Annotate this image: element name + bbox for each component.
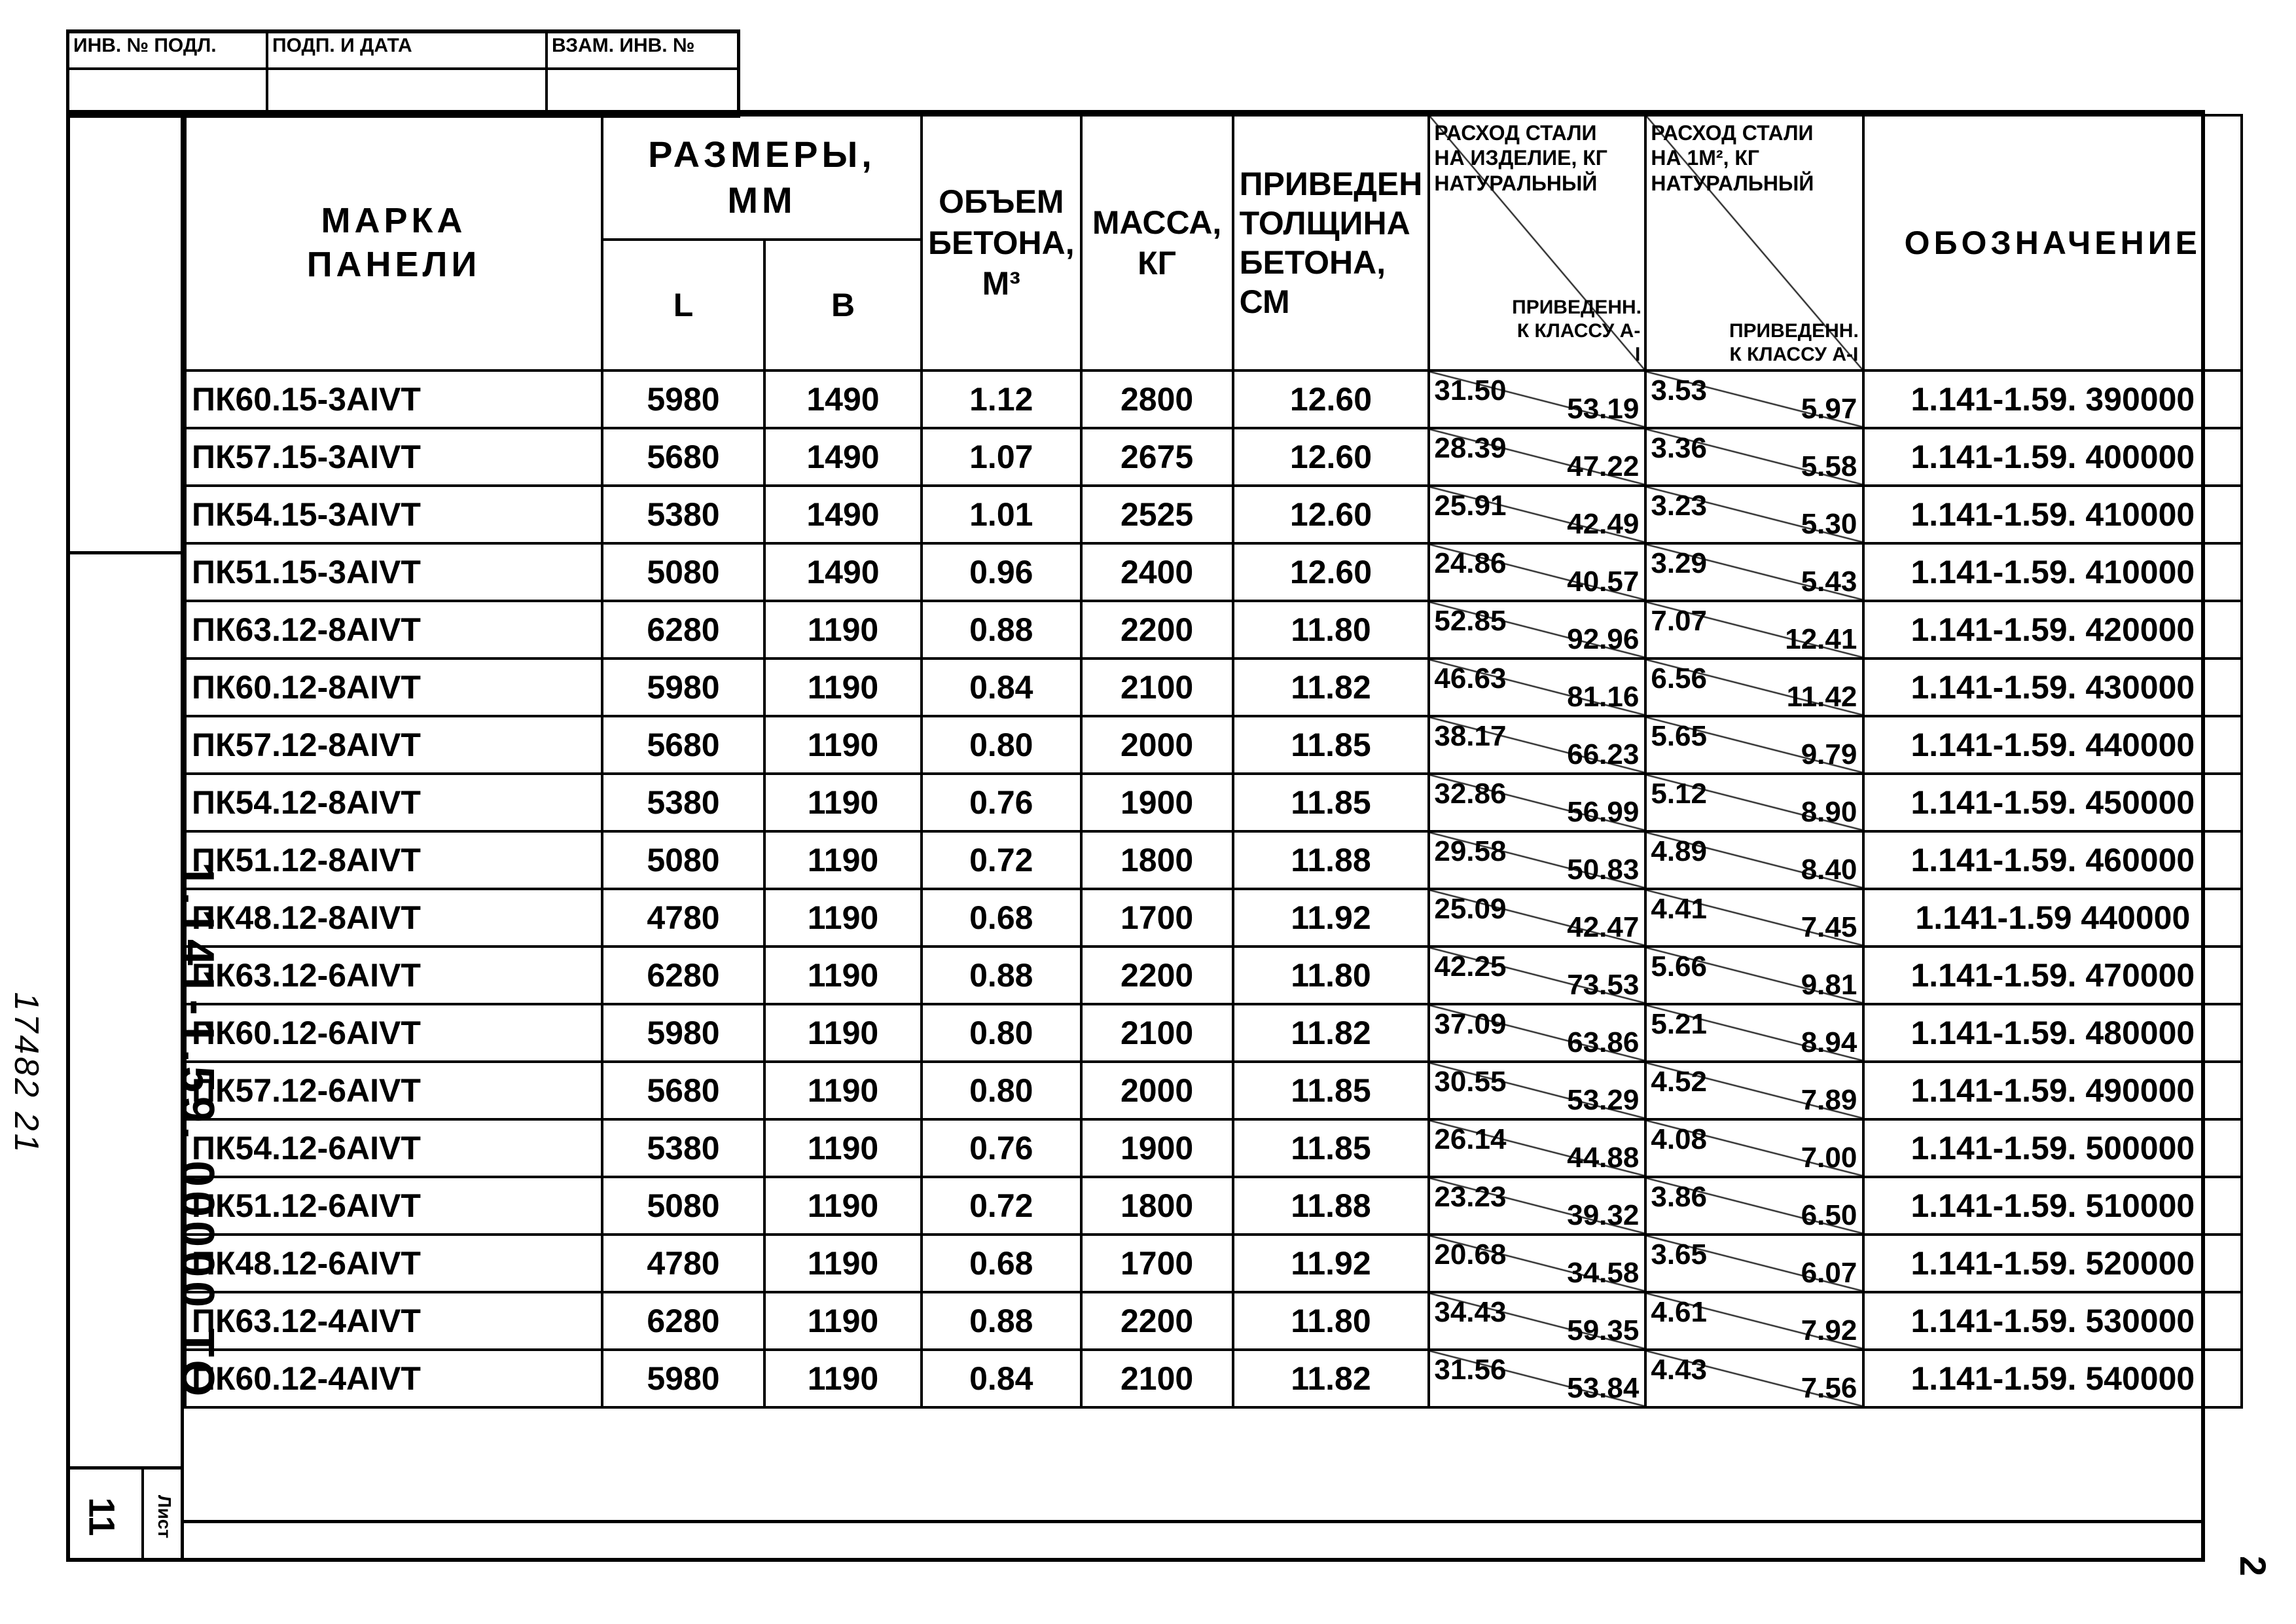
steel-per-item-reduced: 59.35 <box>1567 1314 1640 1346</box>
steel-per-m2-natural: 6.56 <box>1651 662 1707 695</box>
steel-per-item <box>1429 1119 1645 1177</box>
steel-per-item-natural: 46.63 <box>1434 662 1507 695</box>
length-mm: 5680 <box>602 716 764 774</box>
designation: 1.141-1.59. 400000 <box>1863 428 2242 486</box>
steel-per-m2-natural: 3.36 <box>1651 432 1707 464</box>
length-mm: 5080 <box>602 831 764 889</box>
table-row <box>185 659 2242 716</box>
steel-per-item-reduced: 53.84 <box>1567 1372 1640 1404</box>
steel-per-item-reduced: 42.47 <box>1567 911 1640 943</box>
width-mm: 1190 <box>764 1004 922 1062</box>
steel-per-m2 <box>1645 947 1863 1004</box>
steel-per-item-reduced: 53.19 <box>1567 393 1640 425</box>
stamp-cell-signature-date <box>268 70 548 115</box>
steel-per-m2 <box>1645 601 1863 659</box>
concrete-volume: 0.80 <box>922 1062 1081 1119</box>
header-steel-per-item-reduced: ПРИВЕДЕНН. К КЛАССУ А-I <box>1512 297 1642 365</box>
panel-mark: ПК60.12-6АIVТ <box>185 1004 602 1062</box>
steel-per-m2 <box>1645 486 1863 543</box>
steel-per-item-natural: 29.58 <box>1434 835 1507 867</box>
mass-kg: 1800 <box>1081 1177 1233 1235</box>
stamp-cell-replacement-inv <box>548 70 737 115</box>
steel-per-m2 <box>1645 1177 1863 1235</box>
left-strip-divider <box>66 551 184 554</box>
length-mm: 5980 <box>602 1004 764 1062</box>
steel-per-m2-reduced: 8.94 <box>1801 1026 1857 1058</box>
page-number: 2 <box>2232 1555 2274 1577</box>
steel-per-m2-reduced: 7.45 <box>1801 911 1857 943</box>
steel-per-m2-reduced: 9.79 <box>1801 738 1857 770</box>
concrete-volume: 1.01 <box>922 486 1081 543</box>
designation: 1.141-1.59 440000 <box>1863 889 2242 947</box>
designation: 1.141-1.59. 430000 <box>1863 659 2242 716</box>
steel-per-m2-natural: 5.21 <box>1651 1008 1707 1040</box>
concrete-volume: 0.76 <box>922 774 1081 831</box>
concrete-volume: 0.84 <box>922 1350 1081 1407</box>
length-mm: 5980 <box>602 659 764 716</box>
reduced-thickness: 11.80 <box>1233 1292 1429 1350</box>
steel-per-m2 <box>1645 831 1863 889</box>
steel-per-m2-natural: 5.65 <box>1651 720 1707 752</box>
steel-per-m2-natural: 3.86 <box>1651 1181 1707 1213</box>
steel-per-m2 <box>1645 774 1863 831</box>
table-row <box>185 1062 2242 1119</box>
length-mm: 5980 <box>602 370 764 428</box>
mass-kg: 1700 <box>1081 1235 1233 1292</box>
concrete-volume: 1.12 <box>922 370 1081 428</box>
steel-per-m2 <box>1645 889 1863 947</box>
steel-per-m2-natural: 4.89 <box>1651 835 1707 867</box>
designation: 1.141-1.59. 510000 <box>1863 1177 2242 1235</box>
reduced-thickness: 11.85 <box>1233 1119 1429 1177</box>
steel-per-m2-reduced: 5.30 <box>1801 508 1857 540</box>
header-mass: МАССА, КГ <box>1081 115 1233 370</box>
mass-kg: 2100 <box>1081 659 1233 716</box>
panel-mark: ПК57.15-3АIVТ <box>185 428 602 486</box>
steel-per-m2 <box>1645 1062 1863 1119</box>
designation: 1.141-1.59. 460000 <box>1863 831 2242 889</box>
mass-kg: 1900 <box>1081 1119 1233 1177</box>
panel-mark: ПК63.12-4АIVТ <box>185 1292 602 1350</box>
designation: 1.141-1.59. 420000 <box>1863 601 2242 659</box>
header-mark: МАРКА ПАНЕЛИ <box>185 115 602 370</box>
steel-per-item <box>1429 1177 1645 1235</box>
table-row <box>185 1350 2242 1407</box>
table-row <box>185 716 2242 774</box>
mass-kg: 2200 <box>1081 601 1233 659</box>
reduced-thickness: 11.80 <box>1233 601 1429 659</box>
length-mm: 5080 <box>602 1177 764 1235</box>
steel-per-m2-reduced: 9.81 <box>1801 969 1857 1001</box>
left-title-strip <box>66 110 223 1562</box>
steel-per-m2 <box>1645 1004 1863 1062</box>
concrete-volume: 0.84 <box>922 659 1081 716</box>
steel-per-m2-reduced: 5.97 <box>1801 393 1857 425</box>
width-mm: 1190 <box>764 1119 922 1177</box>
table-row <box>185 947 2242 1004</box>
concrete-volume: 0.80 <box>922 1004 1081 1062</box>
steel-per-m2-natural: 4.61 <box>1651 1296 1707 1328</box>
mass-kg: 2525 <box>1081 486 1233 543</box>
length-mm: 5980 <box>602 1350 764 1407</box>
steel-per-m2 <box>1645 659 1863 716</box>
header-steel-per-m2-title: РАСХОД СТАЛИ НА 1М², КГ <box>1651 121 1814 170</box>
mass-kg: 2200 <box>1081 947 1233 1004</box>
steel-per-m2-reduced: 6.07 <box>1801 1257 1857 1289</box>
reduced-thickness: 11.92 <box>1233 1235 1429 1292</box>
reduced-thickness: 11.82 <box>1233 1004 1429 1062</box>
header-thickness: ПРИВЕДЕН ТОЛЩИНА БЕТОНА, СМ <box>1233 115 1429 370</box>
panel-mark: ПК57.12-6АIVТ <box>185 1062 602 1119</box>
mass-kg: 1700 <box>1081 889 1233 947</box>
concrete-volume: 0.88 <box>922 601 1081 659</box>
table-row <box>185 1119 2242 1177</box>
length-mm: 6280 <box>602 601 764 659</box>
concrete-volume: 1.07 <box>922 428 1081 486</box>
steel-per-m2-natural: 7.07 <box>1651 605 1707 637</box>
steel-per-item-natural: 23.23 <box>1434 1181 1507 1213</box>
length-mm: 5380 <box>602 774 764 831</box>
steel-per-item <box>1429 428 1645 486</box>
mass-kg: 2800 <box>1081 370 1233 428</box>
table-row <box>185 1292 2242 1350</box>
steel-per-item-reduced: 81.16 <box>1567 681 1640 713</box>
handwritten-note: 17482 21 <box>7 992 45 1155</box>
steel-per-m2-reduced: 11.42 <box>1786 681 1857 713</box>
designation: 1.141-1.59. 390000 <box>1863 370 2242 428</box>
designation: 1.141-1.59. 470000 <box>1863 947 2242 1004</box>
steel-per-m2-reduced: 5.58 <box>1801 450 1857 482</box>
table-row <box>185 1177 2242 1235</box>
steel-per-item <box>1429 659 1645 716</box>
mass-kg: 2000 <box>1081 716 1233 774</box>
length-mm: 4780 <box>602 889 764 947</box>
steel-per-m2-reduced: 8.90 <box>1801 796 1857 828</box>
reduced-thickness: 11.92 <box>1233 889 1429 947</box>
concrete-volume: 0.68 <box>922 1235 1081 1292</box>
steel-per-m2-reduced: 7.56 <box>1801 1372 1857 1404</box>
mass-kg: 2200 <box>1081 1292 1233 1350</box>
steel-per-item-reduced: 42.49 <box>1567 508 1640 540</box>
reduced-thickness: 12.60 <box>1233 486 1429 543</box>
width-mm: 1490 <box>764 428 922 486</box>
steel-per-m2-natural: 3.29 <box>1651 547 1707 579</box>
concrete-volume: 0.68 <box>922 889 1081 947</box>
concrete-volume: 0.72 <box>922 831 1081 889</box>
steel-per-m2-natural: 3.65 <box>1651 1238 1707 1271</box>
table-row <box>185 831 2242 889</box>
length-mm: 5380 <box>602 1119 764 1177</box>
steel-per-m2 <box>1645 1119 1863 1177</box>
mass-kg: 2000 <box>1081 1062 1233 1119</box>
designation: 1.141-1.59. 490000 <box>1863 1062 2242 1119</box>
steel-per-m2 <box>1645 428 1863 486</box>
table-row <box>185 370 2242 428</box>
header-steel-per-item <box>1429 115 1645 370</box>
concrete-volume: 0.88 <box>922 947 1081 1004</box>
mass-kg: 2100 <box>1081 1004 1233 1062</box>
steel-per-item-reduced: 47.22 <box>1567 450 1640 482</box>
table-body <box>185 370 2242 1407</box>
steel-per-item-reduced: 56.99 <box>1567 796 1640 828</box>
steel-per-item-natural: 26.14 <box>1434 1123 1507 1155</box>
steel-per-m2-natural: 4.52 <box>1651 1066 1707 1098</box>
steel-per-item-natural: 52.85 <box>1434 605 1507 637</box>
steel-per-m2-natural: 5.12 <box>1651 778 1707 810</box>
panel-mark: ПК51.12-6АIVТ <box>185 1177 602 1235</box>
steel-per-m2 <box>1645 370 1863 428</box>
length-mm: 6280 <box>602 947 764 1004</box>
steel-per-item <box>1429 831 1645 889</box>
steel-per-m2 <box>1645 1350 1863 1407</box>
header-length: L <box>602 240 764 370</box>
steel-per-m2-reduced: 7.00 <box>1801 1142 1857 1174</box>
steel-per-item <box>1429 947 1645 1004</box>
steel-per-m2-natural: 4.08 <box>1651 1123 1707 1155</box>
panel-spec-table <box>184 114 2243 1409</box>
steel-per-item-reduced: 40.57 <box>1567 566 1640 598</box>
reduced-thickness: 11.85 <box>1233 774 1429 831</box>
steel-per-item-natural: 31.50 <box>1434 374 1507 406</box>
table-row <box>185 543 2242 601</box>
header-steel-per-item-natural: НАТУРАЛЬНЫЙ <box>1434 171 1598 195</box>
panel-mark: ПК63.12-6АIVТ <box>185 947 602 1004</box>
steel-per-m2-reduced: 8.40 <box>1801 854 1857 886</box>
steel-per-item-natural: 37.09 <box>1434 1008 1507 1040</box>
steel-per-item-reduced: 66.23 <box>1567 738 1640 770</box>
width-mm: 1190 <box>764 831 922 889</box>
length-mm: 5380 <box>602 486 764 543</box>
panel-mark: ПК60.12-4АIVТ <box>185 1350 602 1407</box>
concrete-volume: 0.96 <box>922 543 1081 601</box>
width-mm: 1190 <box>764 601 922 659</box>
panel-mark: ПК57.12-8АIVТ <box>185 716 602 774</box>
steel-per-item-reduced: 39.32 <box>1567 1199 1640 1231</box>
steel-per-item-natural: 30.55 <box>1434 1066 1507 1098</box>
document-code: 1.141-1.59. 00000 ТО <box>171 861 223 1401</box>
width-mm: 1190 <box>764 716 922 774</box>
steel-per-item-natural: 24.86 <box>1434 547 1507 579</box>
steel-per-item <box>1429 1350 1645 1407</box>
reduced-thickness: 11.85 <box>1233 716 1429 774</box>
table-bottom-line <box>184 1520 2205 1523</box>
steel-per-item-reduced: 34.58 <box>1567 1257 1640 1289</box>
panel-mark: ПК60.15-3АIVТ <box>185 370 602 428</box>
steel-per-m2-natural: 5.66 <box>1651 950 1707 983</box>
steel-per-item-natural: 28.39 <box>1434 432 1507 464</box>
steel-per-m2 <box>1645 543 1863 601</box>
steel-per-item-natural: 32.86 <box>1434 778 1507 810</box>
concrete-volume: 0.88 <box>922 1292 1081 1350</box>
steel-per-m2-reduced: 6.50 <box>1801 1199 1857 1231</box>
steel-per-m2-natural: 3.23 <box>1651 490 1707 522</box>
reduced-thickness: 11.80 <box>1233 947 1429 1004</box>
steel-per-item-reduced: 92.96 <box>1567 623 1640 655</box>
steel-per-m2-reduced: 7.89 <box>1801 1084 1857 1116</box>
length-mm: 6280 <box>602 1292 764 1350</box>
header-width: В <box>764 240 922 370</box>
reduced-thickness: 11.88 <box>1233 831 1429 889</box>
mass-kg: 1800 <box>1081 831 1233 889</box>
steel-per-item-reduced: 50.83 <box>1567 854 1640 886</box>
steel-per-m2 <box>1645 1292 1863 1350</box>
steel-per-item <box>1429 543 1645 601</box>
panel-mark: ПК48.12-6АIVТ <box>185 1235 602 1292</box>
steel-per-item <box>1429 370 1645 428</box>
length-mm: 5080 <box>602 543 764 601</box>
mass-kg: 2675 <box>1081 428 1233 486</box>
steel-per-item <box>1429 601 1645 659</box>
width-mm: 1190 <box>764 1350 922 1407</box>
steel-per-item-natural: 20.68 <box>1434 1238 1507 1271</box>
designation: 1.141-1.59. 500000 <box>1863 1119 2242 1177</box>
designation: 1.141-1.59. 480000 <box>1863 1004 2242 1062</box>
length-mm: 4780 <box>602 1235 764 1292</box>
reduced-thickness: 12.60 <box>1233 370 1429 428</box>
steel-per-item-natural: 31.56 <box>1434 1354 1507 1386</box>
steel-per-item-natural: 25.09 <box>1434 893 1507 925</box>
table-row <box>185 1235 2242 1292</box>
header-steel-per-m2-natural: НАТУРАЛЬНЫЙ <box>1651 171 1814 195</box>
steel-per-item-reduced: 63.86 <box>1567 1026 1640 1058</box>
length-mm: 5680 <box>602 428 764 486</box>
header-sizes: РАЗМЕРЫ, ММ <box>602 115 922 240</box>
designation: 1.141-1.59. 410000 <box>1863 543 2242 601</box>
table-row <box>185 601 2242 659</box>
reduced-thickness: 11.85 <box>1233 1062 1429 1119</box>
width-mm: 1190 <box>764 889 922 947</box>
designation: 1.141-1.59. 450000 <box>1863 774 2242 831</box>
sheet-box-divider <box>141 1470 144 1562</box>
table-row <box>185 889 2242 947</box>
steel-per-m2 <box>1645 716 1863 774</box>
steel-per-item <box>1429 1004 1645 1062</box>
sheet-label: Лист <box>154 1494 175 1539</box>
stamp-header-inv-no: ИНВ. № ПОДЛ. <box>69 33 268 70</box>
stamp-header-signature-date: ПОДП. И ДАТА <box>268 33 548 70</box>
steel-per-m2 <box>1645 1235 1863 1292</box>
header-steel-per-item-title: РАСХОД СТАЛИ НА ИЗДЕЛИЕ, КГ <box>1434 121 1607 170</box>
panel-mark: ПК54.12-8АIVТ <box>185 774 602 831</box>
table-row <box>185 1004 2242 1062</box>
sheet-number: 11 <box>81 1497 123 1536</box>
length-mm: 5680 <box>602 1062 764 1119</box>
reduced-thickness: 12.60 <box>1233 428 1429 486</box>
concrete-volume: 0.72 <box>922 1177 1081 1235</box>
steel-per-m2-reduced: 5.43 <box>1801 566 1857 598</box>
designation: 1.141-1.59. 410000 <box>1863 486 2242 543</box>
steel-per-item-natural: 25.91 <box>1434 490 1507 522</box>
panel-mark: ПК54.12-6АIVТ <box>185 1119 602 1177</box>
header-steel-per-m2 <box>1645 115 1863 370</box>
table-row <box>185 428 2242 486</box>
approval-stamp <box>66 29 740 118</box>
mass-kg: 1900 <box>1081 774 1233 831</box>
steel-per-item-reduced: 44.88 <box>1567 1142 1640 1174</box>
steel-per-m2-natural: 3.53 <box>1651 374 1707 406</box>
concrete-volume: 0.80 <box>922 716 1081 774</box>
steel-per-item-reduced: 73.53 <box>1567 969 1640 1001</box>
width-mm: 1490 <box>764 370 922 428</box>
mass-kg: 2400 <box>1081 543 1233 601</box>
width-mm: 1190 <box>764 659 922 716</box>
width-mm: 1190 <box>764 947 922 1004</box>
steel-per-item <box>1429 716 1645 774</box>
width-mm: 1190 <box>764 1062 922 1119</box>
width-mm: 1190 <box>764 1292 922 1350</box>
steel-per-item-natural: 42.25 <box>1434 950 1507 983</box>
steel-per-m2-reduced: 7.92 <box>1801 1314 1857 1346</box>
stamp-header-replacement-inv: ВЗАМ. ИНВ. № <box>548 33 737 70</box>
panel-mark: ПК54.15-3АIVТ <box>185 486 602 543</box>
width-mm: 1190 <box>764 1177 922 1235</box>
width-mm: 1190 <box>764 774 922 831</box>
steel-per-item <box>1429 774 1645 831</box>
designation: 1.141-1.59. 440000 <box>1863 716 2242 774</box>
steel-per-m2-natural: 4.43 <box>1651 1354 1707 1386</box>
steel-per-item-natural: 34.43 <box>1434 1296 1507 1328</box>
panel-mark: ПК63.12-8АIVТ <box>185 601 602 659</box>
designation: 1.141-1.59. 520000 <box>1863 1235 2242 1292</box>
reduced-thickness: 11.82 <box>1233 659 1429 716</box>
steel-per-item-reduced: 53.29 <box>1567 1084 1640 1116</box>
width-mm: 1190 <box>764 1235 922 1292</box>
table-row <box>185 774 2242 831</box>
header-volume: ОБЪЕМ БЕТОНА, М³ <box>922 115 1081 370</box>
steel-per-item <box>1429 486 1645 543</box>
steel-per-item-natural: 38.17 <box>1434 720 1507 752</box>
designation: 1.141-1.59. 530000 <box>1863 1292 2242 1350</box>
steel-per-item <box>1429 1062 1645 1119</box>
panel-mark: ПК51.12-8АIVТ <box>185 831 602 889</box>
reduced-thickness: 12.60 <box>1233 543 1429 601</box>
header-designation: ОБОЗНАЧЕНИЕ <box>1863 115 2242 370</box>
steel-per-item <box>1429 889 1645 947</box>
header-steel-per-m2-reduced: ПРИВЕДЕНН. К КЛАССУ А-I <box>1729 320 1859 365</box>
reduced-thickness: 11.82 <box>1233 1350 1429 1407</box>
width-mm: 1490 <box>764 486 922 543</box>
steel-per-item <box>1429 1292 1645 1350</box>
steel-per-m2-natural: 4.41 <box>1651 893 1707 925</box>
mass-kg: 2100 <box>1081 1350 1233 1407</box>
table-row <box>185 486 2242 543</box>
sheet-box <box>66 1466 184 1562</box>
panel-mark: ПК48.12-8АIVТ <box>185 889 602 947</box>
designation: 1.141-1.59. 540000 <box>1863 1350 2242 1407</box>
stamp-cell-inv-no <box>69 70 268 115</box>
panel-mark: ПК51.15-3АIVТ <box>185 543 602 601</box>
steel-per-item <box>1429 1235 1645 1292</box>
steel-per-m2-reduced: 12.41 <box>1785 623 1857 655</box>
concrete-volume: 0.76 <box>922 1119 1081 1177</box>
panel-mark: ПК60.12-8АIVТ <box>185 659 602 716</box>
reduced-thickness: 11.88 <box>1233 1177 1429 1235</box>
width-mm: 1490 <box>764 543 922 601</box>
